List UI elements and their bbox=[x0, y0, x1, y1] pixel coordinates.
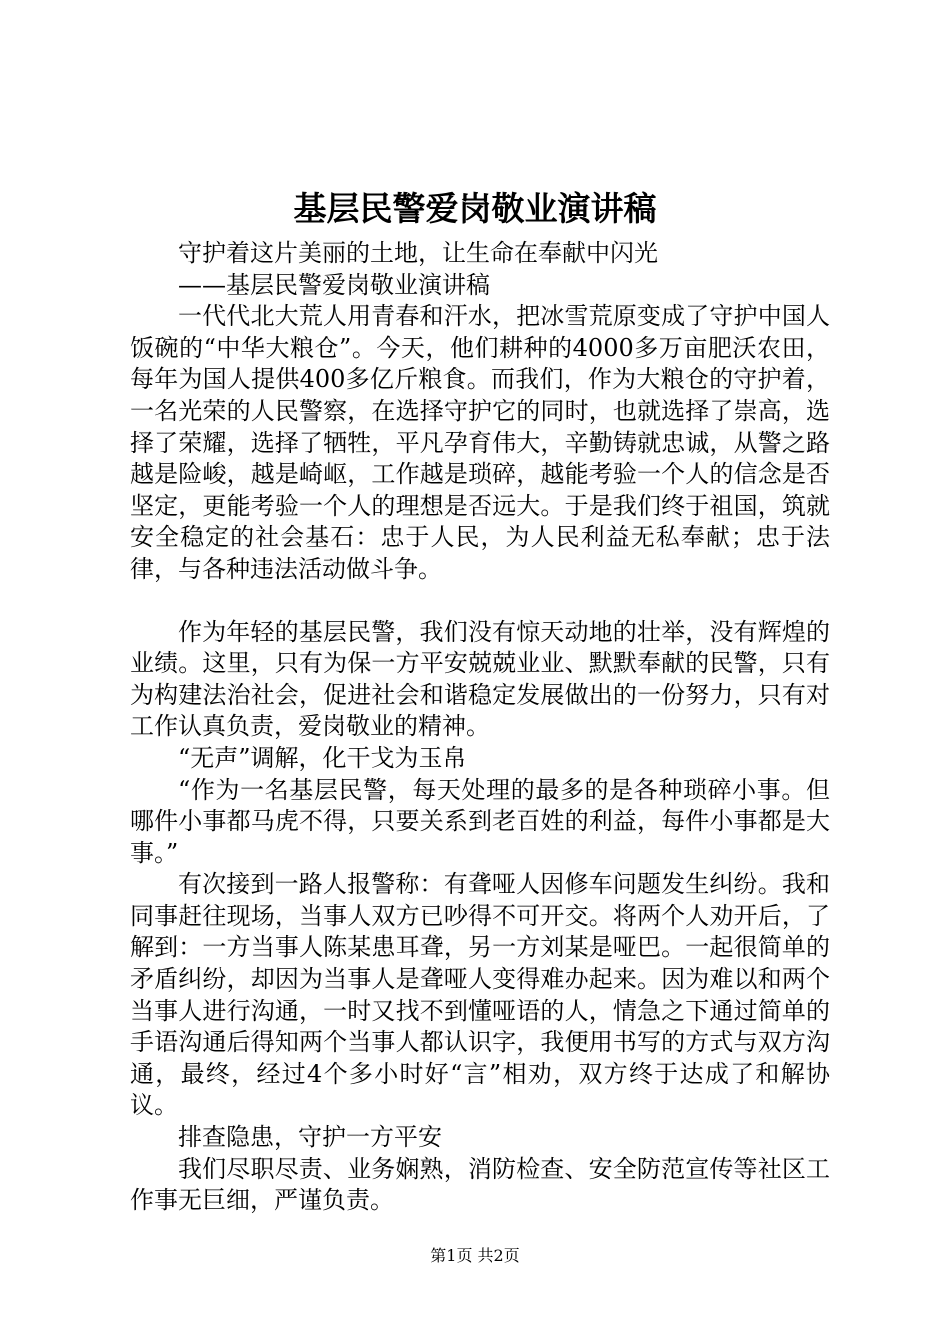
subtitle-dash-line: ——基层民警爱岗敬业演讲稿 bbox=[178, 270, 490, 299]
paragraph-duties: 我们尽职尽责、业务娴熟，消防检查、安全防范宣传等社区工作事无巨细，严谨负责。 bbox=[130, 1154, 830, 1215]
page-number-footer: 第1页 共2页 bbox=[430, 1246, 520, 1265]
subtitle-line: 守护着这片美丽的土地，让生命在奉献中闪光 bbox=[178, 239, 658, 267]
paragraph-quote: “作为一名基层民警，每天处理的最多的是各种琐碎小事。但哪件小事都马虎不得，只要关系到老百姓的利益，每件小事都是大事。” bbox=[130, 775, 830, 867]
paragraph-gap bbox=[130, 586, 830, 617]
document-body bbox=[130, 238, 830, 1217]
paragraph-case: 有次接到一路人报警称：有聋哑人因修车问题发生纠纷。我和同事赶往现场，当事人双方已吵得不可开交。将两个人劝开后，了解到：一方当事人陈某患耳聋，另一方刘某是哑巴。一起很简单的矛盾纠纷，却因为当事人是聋哑人变得难办起来。因为难以和两个当事人进行沟通，一时又找不到懂哑语的人，情急之下通过简单的手语沟通后得知两个当事人都认识字，我便用书写的方式与双方沟通，最终，经过4个多小时好“言”相劝，双方终于达成了和解协议。 bbox=[130, 870, 830, 1120]
section-heading-mediation: “无声”调解，化干戈为玉帛 bbox=[178, 743, 467, 772]
section-heading-hazards: 排查隐患，守护一方平安 bbox=[178, 1123, 442, 1152]
document-title: 基层民警爱岗敬业演讲稿 bbox=[293, 189, 657, 228]
paragraph-young-police: 作为年轻的基层民警，我们没有惊天动地的壮举，没有辉煌的业绩。这里，只有为保一方平安兢兢业业、默默奉献的民警，只有为构建法治社会，促进社会和谐稳定发展做出的一份努力，只有对工作认真负责，爱岗敬业的精神。 bbox=[130, 617, 830, 741]
paragraph-intro: 一代代北大荒人用青春和汗水，把冰雪荒原变成了守护中国人饭碗的“中华大粮仓”。今天，他们耕种的4000多万亩肥沃农田，每年为国人提供400多亿斤粮食。而我们，作为大粮仓的守护着，一名光荣的人民警察，在选择守护它的同时，也就选择了崇高，选择了荣耀，选择了牺牲，平凡孕育伟大，辛勤铸就忠诚，从警之路越是险峻，越是崎岖，工作越是琐碎，越能考验一个人的信念是否坚定，更能考验一个人的理想是否远大。于是我们终于祖国，筑就安全稳定的社会基石：忠于人民，为人民利益无私奉献；忠于法律，与各种违法活动做斗争。 bbox=[130, 302, 830, 583]
